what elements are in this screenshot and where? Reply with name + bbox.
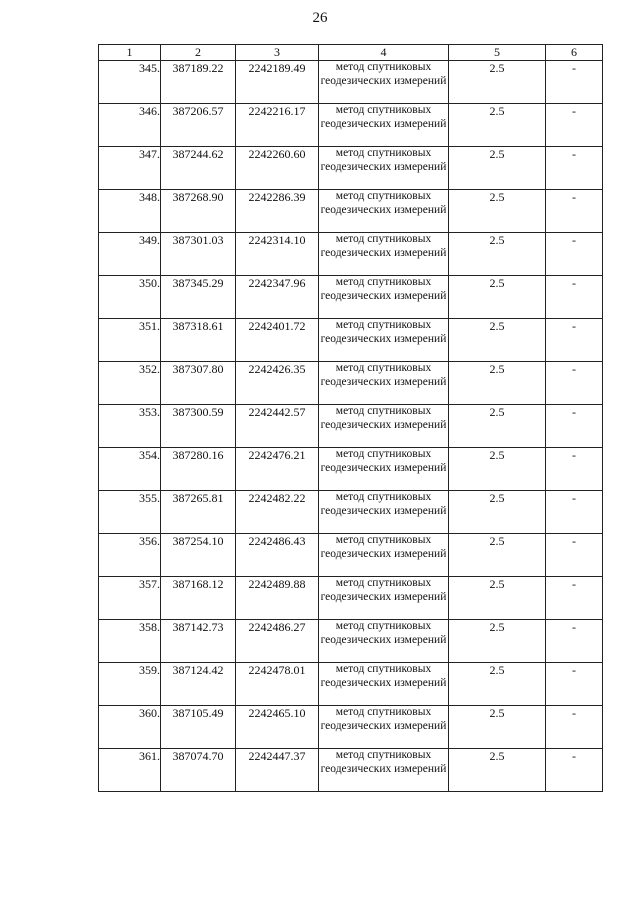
header-col-1: 1 bbox=[99, 45, 161, 61]
coordinate-y-cell: 2242489.88 bbox=[236, 577, 319, 620]
point-number-cell: 347. bbox=[99, 147, 161, 190]
dash-cell: - bbox=[546, 749, 603, 792]
accuracy-cell: 2.5 bbox=[449, 104, 546, 147]
table-row bbox=[99, 362, 603, 405]
coordinate-y-cell: 2242347.96 bbox=[236, 276, 319, 319]
point-number-cell: 357. bbox=[99, 577, 161, 620]
dash-cell: - bbox=[546, 405, 603, 448]
dash-cell: - bbox=[546, 319, 603, 362]
coordinate-y-cell: 2242482.22 bbox=[236, 491, 319, 534]
page-number: 26 bbox=[312, 10, 328, 26]
coordinate-y-cell: 2242486.43 bbox=[236, 534, 319, 577]
table-row bbox=[99, 276, 603, 319]
table-row bbox=[99, 620, 603, 663]
method-cell: метод спутниковых геодезических измерений bbox=[319, 147, 449, 190]
method-cell: метод спутниковых геодезических измерений bbox=[319, 577, 449, 620]
accuracy-cell: 2.5 bbox=[449, 706, 546, 749]
coordinate-y-cell: 2242442.57 bbox=[236, 405, 319, 448]
point-number-cell: 352. bbox=[99, 362, 161, 405]
method-cell: метод спутниковых геодезических измерений bbox=[319, 620, 449, 663]
point-number-cell: 358. bbox=[99, 620, 161, 663]
dash-cell: - bbox=[546, 491, 603, 534]
coordinate-y-cell: 2242260.60 bbox=[236, 147, 319, 190]
coordinate-x-cell: 387189.22 bbox=[161, 61, 236, 104]
method-cell: метод спутниковых геодезических измерений bbox=[319, 276, 449, 319]
table-row bbox=[99, 706, 603, 749]
point-number-cell: 346. bbox=[99, 104, 161, 147]
table-header-row bbox=[99, 45, 603, 61]
method-cell: метод спутниковых геодезических измерений bbox=[319, 663, 449, 706]
method-cell: метод спутниковых геодезических измерений bbox=[319, 233, 449, 276]
coordinate-y-cell: 2242426.35 bbox=[236, 362, 319, 405]
accuracy-cell: 2.5 bbox=[449, 362, 546, 405]
point-number-cell: 354. bbox=[99, 448, 161, 491]
table-row bbox=[99, 491, 603, 534]
coordinate-y-cell: 2242314.10 bbox=[236, 233, 319, 276]
point-number-cell: 345. bbox=[99, 61, 161, 104]
accuracy-cell: 2.5 bbox=[449, 190, 546, 233]
accuracy-cell: 2.5 bbox=[449, 276, 546, 319]
method-cell: метод спутниковых геодезических измерений bbox=[319, 491, 449, 534]
table-row bbox=[99, 233, 603, 276]
table-row bbox=[99, 61, 603, 104]
coordinate-x-cell: 387206.57 bbox=[161, 104, 236, 147]
coordinate-y-cell: 2242476.21 bbox=[236, 448, 319, 491]
method-cell: метод спутниковых геодезических измерений bbox=[319, 104, 449, 147]
coordinate-y-cell: 2242401.72 bbox=[236, 319, 319, 362]
point-number-cell: 348. bbox=[99, 190, 161, 233]
dash-cell: - bbox=[546, 147, 603, 190]
accuracy-cell: 2.5 bbox=[449, 61, 546, 104]
accuracy-cell: 2.5 bbox=[449, 620, 546, 663]
accuracy-cell: 2.5 bbox=[449, 534, 546, 577]
coordinate-y-cell: 2242286.39 bbox=[236, 190, 319, 233]
coordinates-table bbox=[98, 44, 603, 792]
point-number-cell: 360. bbox=[99, 706, 161, 749]
accuracy-cell: 2.5 bbox=[449, 319, 546, 362]
coordinate-x-cell: 387280.16 bbox=[161, 448, 236, 491]
header-col-4: 4 bbox=[319, 45, 449, 61]
method-cell: метод спутниковых геодезических измерений bbox=[319, 190, 449, 233]
point-number-cell: 350. bbox=[99, 276, 161, 319]
coordinate-x-cell: 387168.12 bbox=[161, 577, 236, 620]
accuracy-cell: 2.5 bbox=[449, 577, 546, 620]
table-row bbox=[99, 147, 603, 190]
coordinate-y-cell: 2242478.01 bbox=[236, 663, 319, 706]
coordinate-y-cell: 2242465.10 bbox=[236, 706, 319, 749]
coordinate-x-cell: 387300.59 bbox=[161, 405, 236, 448]
coordinate-x-cell: 387318.61 bbox=[161, 319, 236, 362]
coordinate-y-cell: 2242486.27 bbox=[236, 620, 319, 663]
table-row bbox=[99, 319, 603, 362]
coordinate-x-cell: 387265.81 bbox=[161, 491, 236, 534]
method-cell: метод спутниковых геодезических измерений bbox=[319, 362, 449, 405]
header-col-6: 6 bbox=[546, 45, 603, 61]
method-cell: метод спутниковых геодезических измерений bbox=[319, 534, 449, 577]
point-number-cell: 361. bbox=[99, 749, 161, 792]
coordinate-x-cell: 387124.42 bbox=[161, 663, 236, 706]
header-col-2: 2 bbox=[161, 45, 236, 61]
coordinate-x-cell: 387307.80 bbox=[161, 362, 236, 405]
coordinate-x-cell: 387105.49 bbox=[161, 706, 236, 749]
method-cell: метод спутниковых геодезических измерений bbox=[319, 706, 449, 749]
method-cell: метод спутниковых геодезических измерений bbox=[319, 319, 449, 362]
dash-cell: - bbox=[546, 190, 603, 233]
dash-cell: - bbox=[546, 577, 603, 620]
dash-cell: - bbox=[546, 61, 603, 104]
coordinate-x-cell: 387345.29 bbox=[161, 276, 236, 319]
coordinate-x-cell: 387268.90 bbox=[161, 190, 236, 233]
coordinate-y-cell: 2242216.17 bbox=[236, 104, 319, 147]
point-number-cell: 355. bbox=[99, 491, 161, 534]
point-number-cell: 349. bbox=[99, 233, 161, 276]
table-row bbox=[99, 104, 603, 147]
coordinate-x-cell: 387142.73 bbox=[161, 620, 236, 663]
accuracy-cell: 2.5 bbox=[449, 749, 546, 792]
coordinate-x-cell: 387254.10 bbox=[161, 534, 236, 577]
coordinate-y-cell: 2242189.49 bbox=[236, 61, 319, 104]
method-cell: метод спутниковых геодезических измерений bbox=[319, 749, 449, 792]
method-cell: метод спутниковых геодезических измерений bbox=[319, 61, 449, 104]
accuracy-cell: 2.5 bbox=[449, 663, 546, 706]
dash-cell: - bbox=[546, 663, 603, 706]
dash-cell: - bbox=[546, 276, 603, 319]
point-number-cell: 353. bbox=[99, 405, 161, 448]
coordinate-x-cell: 387074.70 bbox=[161, 749, 236, 792]
header-col-3: 3 bbox=[236, 45, 319, 61]
accuracy-cell: 2.5 bbox=[449, 491, 546, 534]
table-row bbox=[99, 534, 603, 577]
table-row bbox=[99, 190, 603, 233]
dash-cell: - bbox=[546, 362, 603, 405]
method-cell: метод спутниковых геодезических измерений bbox=[319, 448, 449, 491]
coordinate-x-cell: 387244.62 bbox=[161, 147, 236, 190]
header-col-5: 5 bbox=[449, 45, 546, 61]
dash-cell: - bbox=[546, 104, 603, 147]
accuracy-cell: 2.5 bbox=[449, 233, 546, 276]
dash-cell: - bbox=[546, 534, 603, 577]
accuracy-cell: 2.5 bbox=[449, 147, 546, 190]
coordinate-x-cell: 387301.03 bbox=[161, 233, 236, 276]
point-number-cell: 351. bbox=[99, 319, 161, 362]
table-row bbox=[99, 448, 603, 491]
method-cell: метод спутниковых геодезических измерений bbox=[319, 405, 449, 448]
coordinate-y-cell: 2242447.37 bbox=[236, 749, 319, 792]
dash-cell: - bbox=[546, 233, 603, 276]
point-number-cell: 356. bbox=[99, 534, 161, 577]
accuracy-cell: 2.5 bbox=[449, 448, 546, 491]
dash-cell: - bbox=[546, 448, 603, 491]
point-number-cell: 359. bbox=[99, 663, 161, 706]
table-row bbox=[99, 663, 603, 706]
dash-cell: - bbox=[546, 706, 603, 749]
dash-cell: - bbox=[546, 620, 603, 663]
table-row bbox=[99, 577, 603, 620]
table-row bbox=[99, 749, 603, 792]
accuracy-cell: 2.5 bbox=[449, 405, 546, 448]
table-row bbox=[99, 405, 603, 448]
